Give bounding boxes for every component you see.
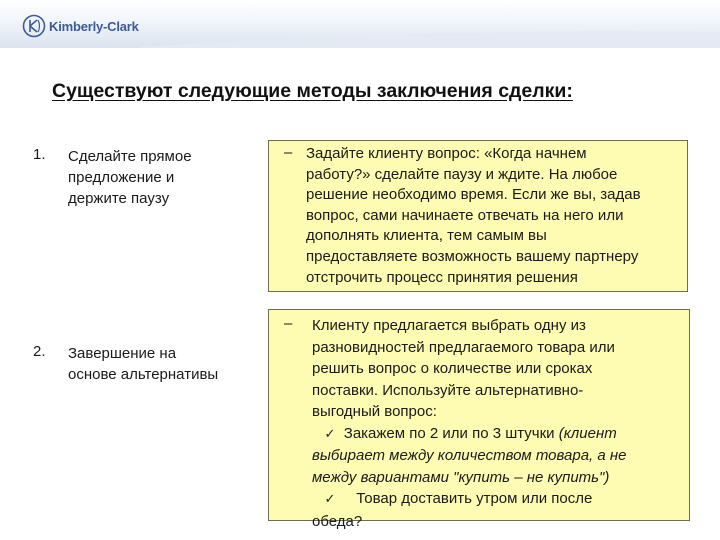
- method-1-label-line: держите паузу: [68, 190, 170, 207]
- option-1: [312, 423, 627, 446]
- method-2-desc-line: Клиенту предлагается выбрать одну из: [312, 317, 586, 334]
- method-1-label-line: предложение и: [68, 169, 175, 186]
- method-2-desc-line: выгодный вопрос:: [312, 403, 437, 420]
- method-2-desc-line: поставки. Используйте альтернативно-: [312, 381, 584, 399]
- logo-text: Kimberly-Clark: [49, 18, 139, 34]
- method-1-label-line: Сделайте прямое: [68, 148, 192, 165]
- option-1-note-line: [312, 467, 627, 489]
- header-band: [0, 0, 720, 48]
- header-swoosh: [0, 26, 720, 48]
- option-2: [312, 488, 627, 511]
- method-2-desc-line: разновидностей предлагаемого товара или: [312, 338, 615, 356]
- slide-title: Существуют следующие методы заключения сделки:: [52, 80, 573, 102]
- method-1-desc-line: решение необходимо время. Если же вы, задав: [306, 186, 641, 204]
- method-1-desc-line: отстрочить процесс принятия решения: [306, 268, 578, 286]
- method-1-desc-line: дополнять клиента, тем самым вы: [306, 227, 547, 245]
- method-1-number: 1.: [33, 146, 46, 163]
- method-1-desc-line: Задайте клиенту вопрос: «Когда начнем: [306, 145, 587, 162]
- option-1-note-text: выбирает между количеством товара, а не: [312, 447, 627, 464]
- option-1-note: (клиент: [558, 424, 617, 442]
- method-1-label: [68, 146, 192, 209]
- method-2-label: [68, 343, 218, 385]
- option-1-text: Закажем по 2 или по 3 штучки: [343, 424, 555, 442]
- method-2-number: 2.: [33, 343, 46, 360]
- method-2-label-line: Завершение на: [68, 345, 177, 362]
- method-2-description: [312, 315, 627, 532]
- method-2-description-box: [268, 309, 690, 530]
- option-1-note-text: между вариантами "купить – не купить"): [312, 468, 610, 486]
- option-2-line: обеда?: [312, 512, 363, 530]
- option-2-text: Товар доставить утром или после: [356, 490, 593, 507]
- checkmark-icon: ✓: [324, 426, 336, 442]
- checkmark-icon: ✓: [324, 492, 336, 507]
- method-1-desc-line: работу?» сделайте паузу и ждите. На любое: [306, 165, 618, 183]
- method-1-dash: –: [284, 144, 293, 161]
- method-1-description-box: [268, 140, 688, 292]
- method-1-description: [306, 144, 641, 288]
- method-2-label-line: основе альтернативы: [68, 366, 219, 383]
- method-1-desc-line: вопрос, сами начинаете отвечать на него или: [306, 206, 624, 224]
- method-2-dash: –: [284, 315, 293, 332]
- method-2-desc-line: решить вопрос о количестве или сроках: [312, 360, 593, 377]
- option-1-note-line: [312, 445, 627, 467]
- method-1-desc-line: предоставляете возможность вашему партнеру: [306, 247, 639, 265]
